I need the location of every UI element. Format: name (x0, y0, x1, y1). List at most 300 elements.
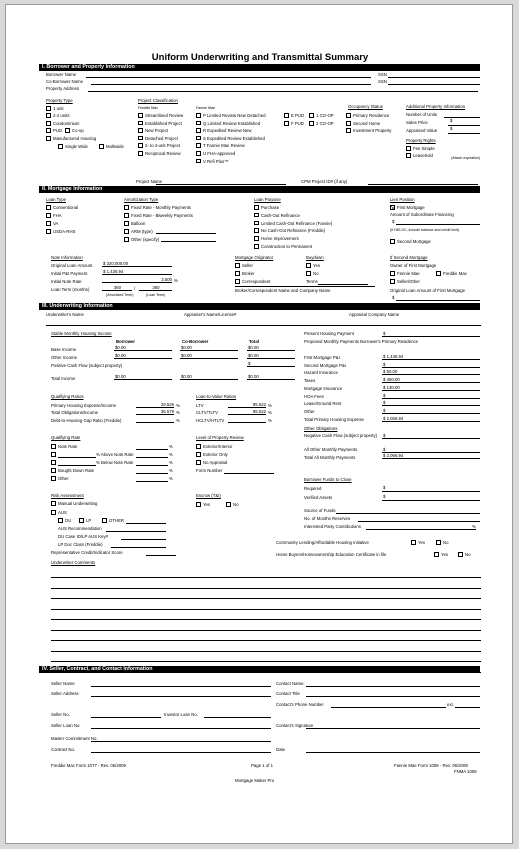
of-freddie[interactable] (436, 271, 441, 276)
of-fannie[interactable] (390, 271, 395, 276)
at-option-label: Balloon (131, 221, 146, 226)
homebuyer-no[interactable] (458, 552, 463, 557)
of-seller[interactable] (390, 279, 395, 284)
dollar-sign: $ (383, 485, 386, 490)
payment-row-field[interactable]: $ (382, 362, 480, 368)
s4-left-field[interactable] (91, 741, 271, 742)
owner-first-label: Owner of First Mortgage (390, 263, 437, 268)
pr-leasehold[interactable] (406, 153, 411, 158)
income-borrower-field[interactable]: $0.00 (114, 345, 172, 351)
footer-center: Page 1 of 1 (251, 763, 273, 768)
s4-left-label: Master Commitment No. (51, 736, 98, 741)
sales-price-field[interactable] (448, 125, 480, 126)
payment-row-field[interactable]: $ 2,066.94 (382, 416, 480, 422)
ext-field[interactable] (455, 707, 480, 708)
property-type-label: Property Type (46, 98, 73, 103)
slash-label: / (134, 286, 136, 291)
terms-label: Terms (306, 279, 318, 284)
at-option-4[interactable] (124, 237, 129, 242)
ltv-row-field[interactable]: 95.522 (228, 409, 266, 415)
qr-row-label: Total Obligations/Income (51, 410, 99, 415)
qrate-pct-field[interactable] (58, 465, 96, 466)
rl-option-2[interactable] (196, 460, 201, 465)
qrate-option-3[interactable] (51, 468, 56, 473)
pt-coop[interactable] (65, 128, 70, 133)
rl-option-label: Exterior/Interior (203, 444, 233, 449)
pt-manufactured[interactable] (46, 136, 51, 141)
orig-loan-field[interactable]: $ 320,000.00 (102, 261, 172, 267)
pt-1unit-label: 1 unit (53, 106, 64, 111)
at-option-2[interactable] (124, 221, 129, 226)
qrate-value-field[interactable] (136, 465, 168, 466)
loan-term-1-field[interactable]: 360 (102, 285, 132, 291)
occ-primary-label: Primary Residence (353, 113, 390, 118)
col-coborrower: Co-Borrower (182, 339, 209, 344)
review-level-label: Level of Property Review (196, 435, 244, 440)
s4-left-field[interactable] (91, 686, 271, 687)
coborrower-ssn-field[interactable] (388, 84, 480, 85)
s4-right-field[interactable] (306, 728, 480, 729)
form-title: Uniform Underwriting and Transmittal Summary (151, 52, 369, 63)
loan-term-label: Loan Term (months) (51, 287, 90, 292)
uw-comments-line[interactable] (51, 609, 481, 610)
total-all-field[interactable]: $ 2,066.94 (382, 453, 480, 459)
coborrower-name-label: Co-Borrower Name (46, 79, 84, 84)
fnm-option-0[interactable] (196, 113, 201, 118)
init-pi-label: Initial P&I Payment (51, 271, 88, 276)
s4-right-field[interactable] (306, 696, 480, 697)
num-months-field[interactable] (358, 521, 480, 522)
coop-1-label: 1 CO-OP (316, 113, 334, 118)
lien-second[interactable] (390, 239, 395, 244)
buydown-yes[interactable] (306, 263, 311, 268)
uw-comments-line[interactable] (51, 651, 481, 652)
footer-right1: Fannie Mae Form 1008 - Rev. 06/2009 (394, 763, 468, 768)
uw-comments-line[interactable] (51, 630, 481, 631)
pct-sign: % (268, 403, 272, 408)
qr-row-label: Primary Housing Expense/Income (51, 403, 116, 408)
pct-sign: % (169, 452, 173, 457)
qrate-option-label: % Above Note Rate (96, 452, 134, 457)
pt-singlewide[interactable] (58, 144, 63, 149)
fm-option-label: Reciprocal Review (145, 151, 181, 156)
uw-comments-line[interactable] (51, 661, 481, 662)
fnm-option-4[interactable] (196, 143, 201, 148)
aus-lp[interactable] (79, 518, 84, 523)
rep-score-field[interactable] (146, 555, 176, 556)
community-no[interactable] (436, 540, 441, 545)
s4-left-field[interactable] (91, 717, 161, 718)
qrate-value-field[interactable] (136, 449, 168, 450)
fm-option-0[interactable] (138, 113, 143, 118)
pt-coop-label: Co-op (72, 128, 84, 133)
payment-row-field[interactable]: $ 130.00 (382, 385, 480, 391)
pct-sign: % (169, 460, 173, 465)
pct-sign: % (268, 418, 272, 423)
investor-loan-label: Investor Loan No. (164, 712, 198, 717)
pr-fee-simple-label: Fee Simple (413, 146, 435, 151)
q-rate-label: Qualifying Rate (51, 435, 81, 440)
init-note-field[interactable]: 3.500 (102, 277, 172, 283)
lp-option-label: Home Improvement (261, 236, 299, 242)
buydown-label: Buydown (306, 255, 324, 260)
dollar-sign: $ (392, 295, 395, 300)
fnm-option-5[interactable] (196, 151, 201, 156)
coop-2[interactable] (309, 121, 314, 126)
uw-comments-line[interactable] (51, 640, 481, 641)
occ-primary[interactable] (346, 113, 351, 118)
qrate-option-1[interactable] (51, 452, 56, 457)
fnm-option-2[interactable] (196, 128, 201, 133)
mo-option-1[interactable] (235, 271, 240, 276)
lt-option-label: FHA (53, 213, 62, 218)
cpm-project-field[interactable] (368, 184, 478, 185)
fnm-option-label: S Expedited Review Established (203, 135, 265, 141)
mo-option-label: Seller (242, 263, 253, 268)
at-option-1[interactable] (124, 213, 129, 218)
fm-option-label: Detached Project (145, 135, 178, 141)
pt-24units-label: 2-4 units (53, 113, 70, 118)
init-note-label: Initial Note Rate (51, 279, 82, 284)
escrow-label: Escrow (T&I) (196, 493, 221, 498)
dollar-sign: $ (450, 118, 453, 123)
pct-sign: % (176, 403, 180, 408)
orig-loan-label: Original Loan Amount (51, 263, 93, 268)
buydown-no[interactable] (306, 271, 311, 276)
rl-option-label: Exterior Only (203, 452, 228, 457)
uw-info-field[interactable] (46, 325, 481, 326)
occ-second[interactable] (346, 121, 351, 126)
ra-manual[interactable] (51, 501, 56, 506)
s4-left-label: Contract No. (51, 747, 76, 752)
sales-price-label: Sales Price (406, 120, 428, 125)
rl-option-1[interactable] (196, 452, 201, 457)
qrate-value-field[interactable] (136, 481, 168, 482)
pct-sign: % (176, 418, 180, 423)
pct-sign: % (169, 444, 173, 449)
income-borrower-field[interactable]: $0.00 (114, 374, 172, 380)
investor-loan-field[interactable] (204, 717, 271, 718)
payment-row-field[interactable]: $ (382, 408, 480, 414)
ra-aus-label: AUS (58, 510, 67, 515)
lp-option-0[interactable] (254, 205, 259, 210)
lp-option-2[interactable] (254, 221, 259, 226)
other-obligations-label: Other Obligations (304, 426, 338, 431)
present-housing-field[interactable] (382, 336, 480, 337)
qrate-value-field[interactable] (136, 473, 168, 474)
income-total-field[interactable]: $ (247, 361, 295, 367)
du-case-label: DU Case ID/LP AUS Key# (58, 534, 109, 539)
fnm-option-label: P Limited Review New Detached (203, 113, 266, 118)
fnm-option-6[interactable] (196, 159, 201, 164)
uw-comments-line[interactable] (51, 577, 481, 578)
uw-comments-line[interactable] (51, 598, 481, 599)
ra-aus[interactable] (51, 510, 56, 515)
pt-pud[interactable] (46, 128, 51, 133)
lp-option-label: Limited Cash-Out Refinance (Fannie) (261, 220, 333, 226)
payment-row-label: First Mortgage P&I (304, 355, 340, 360)
income-coborrower-field[interactable]: $0.00 (180, 345, 238, 351)
qrate-option-2[interactable] (51, 460, 56, 465)
amount-sub-label: Amount of Subordinate Financing (390, 212, 454, 217)
lp-option-1[interactable] (254, 213, 259, 218)
lien-first-label: First Mortgage (397, 205, 425, 210)
mo-option-0[interactable] (235, 263, 240, 268)
dollar-sign: $ (383, 447, 386, 452)
income-borrower-field[interactable]: $0.00 (114, 353, 172, 359)
verified-label: Verified Assets (304, 495, 333, 500)
s4-right-label: Contact's Phone Number (276, 702, 324, 707)
pt-multiwide-label: Multiwide (106, 144, 124, 149)
pr-leasehold-label: Leasehold (413, 153, 433, 158)
fm-option-3[interactable] (138, 136, 143, 141)
attach-exp-label: (Attach expiration) (451, 156, 481, 160)
s4-left-field[interactable] (91, 696, 271, 697)
lt-option-0[interactable] (46, 205, 51, 210)
qrate-option-label: Note Rate (58, 444, 78, 449)
lp-option-label: Cash-Out Refinance (261, 212, 300, 218)
occ-second-label: Second Home (353, 121, 381, 126)
payment-row-label: Hazard Insurance (304, 370, 338, 375)
s4-right-label: Contact's Signature (276, 723, 314, 728)
income-total-field[interactable]: $0.00 (247, 353, 295, 359)
s4-left-label: Seller Name (51, 681, 75, 686)
payment-row-label: Other (304, 409, 315, 414)
aus-other[interactable] (102, 518, 107, 523)
broker-name-field[interactable] (235, 286, 375, 287)
ltv-row-field[interactable]: 95.522 (228, 402, 266, 408)
fnm-option-3[interactable] (196, 136, 201, 141)
occ-investment[interactable] (346, 128, 351, 133)
cpm-project-label: CPM Project ID# (if any) (301, 179, 348, 184)
aus-rec-label: AUS Recommendation (58, 526, 102, 531)
lp-option-5[interactable] (254, 244, 259, 249)
broker-name-label: Broker/Correspondent Name and Company Name (235, 288, 331, 293)
payment-row-field[interactable]: $ 450.00 (382, 377, 480, 383)
pt-pud-label: PUD (53, 128, 63, 133)
pct-sign: % (169, 476, 173, 481)
homebuyer-yes[interactable] (434, 552, 439, 557)
fnm-option-label: T Fannie Mae Review (203, 143, 245, 149)
aus-rec-field[interactable] (106, 531, 166, 532)
qr-row-field[interactable]: 29.526 (136, 402, 174, 408)
at-option-label: Fixed Rate - Biweekly Payments (131, 213, 193, 218)
income-coborrower-field[interactable]: $0.00 (180, 374, 238, 380)
source-funds-field[interactable] (336, 513, 480, 514)
ltv-row-label: CLTV/TLTV (196, 410, 219, 415)
qrate-value-field[interactable] (136, 457, 168, 458)
s4-left-field[interactable] (91, 752, 271, 753)
terms-field[interactable] (318, 284, 368, 285)
escrow-no-label: No (233, 502, 239, 507)
qrate-option-label: % Below Note Rate (96, 460, 134, 465)
aus-lp-label: LP (86, 518, 92, 523)
risk-assess-label: Risk Assessment (51, 493, 84, 498)
s4-right-field[interactable] (306, 686, 480, 687)
verified-field[interactable] (382, 500, 480, 501)
lt-option-2[interactable] (46, 221, 51, 226)
du-case-field[interactable] (121, 539, 166, 540)
pud-f[interactable] (284, 121, 289, 126)
ssn-field[interactable] (388, 77, 480, 78)
lt-option-label: Conventional (53, 205, 79, 210)
s4-left-label: Seller No. (51, 712, 70, 717)
pt-multiwide[interactable] (99, 144, 104, 149)
s4-left-label: Seller Loan No. (51, 723, 81, 728)
occupancy-label: Occupancy Status (348, 104, 383, 109)
form-page (5, 4, 513, 844)
fm-option-1[interactable] (138, 121, 143, 126)
homebuyer-label: Home Buyers/Homeownership Education Certificate in file (276, 552, 387, 557)
rl-option-label: No Appraisal (203, 460, 228, 465)
qr-row-field[interactable]: 36.579 (136, 409, 174, 415)
homebuyer-yes-label: Yes (441, 552, 449, 557)
fnm-option-label: Q Limited Review Established (203, 120, 261, 126)
property-address-label: Property Address (46, 86, 79, 91)
init-pi-field[interactable]: $ 1,436.94 (102, 269, 172, 275)
total-all-label: Total All Monthly Payments (304, 455, 356, 460)
aus-other-field[interactable] (126, 523, 166, 524)
pud-e[interactable] (284, 113, 289, 118)
neg-cash-field[interactable] (382, 438, 480, 439)
ext-label: ext. (447, 702, 454, 707)
fm-option-4[interactable] (138, 143, 143, 148)
community-yes[interactable] (411, 540, 416, 545)
payment-row-label: Mortgage Insurance (304, 386, 343, 391)
mo-option-label: Broker (242, 271, 255, 276)
loan-type-label: Loan Type (46, 197, 66, 202)
borrower-name-field[interactable] (86, 77, 371, 78)
s4-right-field[interactable] (331, 707, 446, 708)
qrate-pct-field[interactable] (58, 457, 96, 458)
income-row-label: Other Income (51, 355, 78, 360)
appraiser-name-label: Appraiser's Name/License# (184, 312, 237, 317)
income-total-field[interactable]: $0.00 (247, 345, 295, 351)
amount-sub-field[interactable] (396, 224, 480, 225)
num-units-label: Number of Units (406, 112, 438, 117)
neg-cash-label: Negative Cash Flow (subject property) (304, 433, 378, 438)
uw-name-label: Underwriter's Name (46, 312, 84, 317)
of-freddie-label: Freddie Mac (443, 271, 467, 276)
qrate-option-4[interactable] (51, 476, 56, 481)
payment-row-label: Second Mortgage P&I (304, 363, 347, 368)
loan-term-2-field[interactable]: 360 (139, 285, 172, 291)
q-ratios-label: Qualifying Ratios (51, 394, 84, 399)
appraised-value-field[interactable] (448, 133, 480, 134)
mo-option-2[interactable] (235, 279, 240, 284)
note-info-label: Note Information (51, 255, 83, 260)
payment-row-field[interactable]: $ 50.00 (382, 369, 480, 375)
escrow-yes-label: Yes (203, 502, 211, 507)
property-address-field[interactable] (88, 91, 478, 92)
pt-condo-label: Condominium (53, 121, 80, 126)
lp-option-4[interactable] (254, 236, 259, 241)
ltv-ratios-label: Loan-to-Value Ratios (196, 394, 237, 399)
payment-row-field[interactable]: $ (382, 400, 480, 406)
interested-party-label: Interested Party Contributions (304, 524, 361, 529)
qrate-option-label: Bought Down Rate (58, 468, 95, 473)
fnm-option-label: R Expedited Review New (203, 128, 252, 134)
arm-type-field[interactable] (156, 233, 216, 234)
fm-option-5[interactable] (138, 151, 143, 156)
escrow-no[interactable] (226, 502, 231, 507)
freddie-mac-label: Freddie Mac (138, 106, 158, 110)
appraisal-co-label: Appraisal Company Name (349, 312, 400, 317)
s4-left-field[interactable] (91, 728, 271, 729)
at-option-0[interactable] (124, 205, 129, 210)
section-4-header: IV. Seller, Contract, and Contact Information (39, 666, 480, 673)
at-option-label: Fixed Rate - Monthly Payments (131, 205, 191, 210)
pt-24units[interactable] (46, 113, 51, 118)
s4-right-label: Date (276, 747, 286, 752)
coop-1[interactable] (309, 113, 314, 118)
pt-condo[interactable] (46, 121, 51, 126)
appraised-value-label: Appraised Value (406, 128, 438, 133)
fm-option-label: New Project (145, 128, 169, 134)
lp-option-3[interactable] (254, 228, 259, 233)
payment-row-label: Taxes (304, 378, 316, 383)
project-name-field[interactable] (156, 184, 286, 185)
coborrower-name-field[interactable] (91, 84, 371, 85)
lt-option-label: USDA-RHS (53, 229, 76, 234)
income-row-label: Total Income (51, 376, 76, 381)
fnm-option-1[interactable] (196, 121, 201, 126)
s4-right-field[interactable] (306, 752, 480, 753)
fm-option-2[interactable] (138, 128, 143, 133)
lien-first[interactable] (390, 205, 395, 210)
qrate-option-label: Other (58, 476, 69, 481)
s4-right-label: Contact Name (276, 681, 304, 686)
ltv-row-field[interactable] (228, 417, 266, 423)
payment-row-field[interactable]: $ 1,436.94 (382, 354, 480, 360)
lp-doc-field[interactable] (111, 547, 166, 548)
form-number-label: Form Number (196, 468, 223, 473)
interested-party-field[interactable] (366, 529, 476, 530)
form-number-field[interactable] (224, 473, 274, 474)
pud-e-label: E PUD (291, 113, 305, 118)
borrower-name-label: Borrower Name (46, 72, 77, 77)
pct-sign: % (472, 524, 476, 529)
community-no-label: No (443, 540, 449, 545)
required-field[interactable] (382, 491, 480, 492)
escrow-yes[interactable] (196, 502, 201, 507)
income-total-field[interactable]: $0.00 (247, 374, 295, 380)
uw-comments-label: Underwriter Comments (51, 560, 96, 565)
buydown-yes-label: Yes (313, 263, 321, 268)
pt-1unit[interactable] (46, 106, 51, 111)
pr-fee-simple[interactable] (406, 146, 411, 151)
at-option-3[interactable] (124, 229, 129, 234)
pct-sign: % (169, 468, 173, 473)
orig-first-field[interactable] (396, 300, 480, 301)
col-total: Total (249, 339, 259, 344)
uw-comments-line[interactable] (51, 588, 481, 589)
ra-manual-label: Manual Underwriting (58, 501, 98, 506)
lien-position-label: Lien Position (390, 197, 415, 202)
rl-option-0[interactable] (196, 444, 201, 449)
other-specify-field[interactable] (161, 241, 216, 242)
aus-du[interactable] (58, 518, 63, 523)
footer-left: Freddie Mac Form 1077 - Rev. 06/2009 (51, 763, 126, 768)
fm-option-label: 2- to 4-unit Project (145, 143, 181, 149)
income-coborrower-field[interactable]: $0.00 (180, 353, 238, 359)
lt-option-1[interactable] (46, 213, 51, 218)
lt-option-3[interactable] (46, 229, 51, 234)
qr-row-field[interactable] (136, 417, 174, 423)
qrate-option-0[interactable] (51, 444, 56, 449)
payment-row-field[interactable]: $ (382, 393, 480, 399)
uw-comments-line[interactable] (51, 619, 481, 620)
